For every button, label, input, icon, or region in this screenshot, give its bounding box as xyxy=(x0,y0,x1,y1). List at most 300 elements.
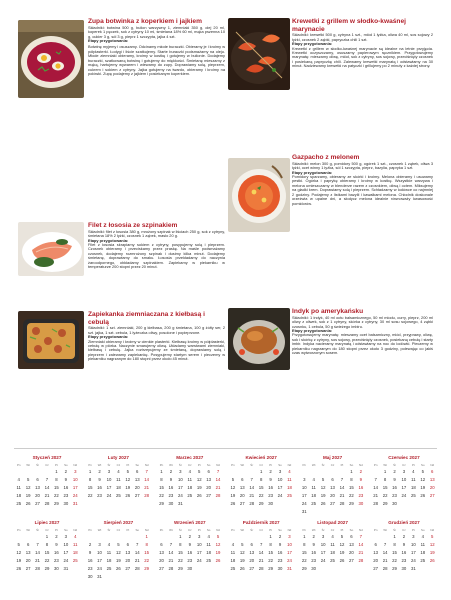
weekday-label: Śr xyxy=(321,463,325,467)
day-number: 13 xyxy=(206,477,212,482)
day-number: 25 xyxy=(72,558,78,563)
day-number: 23 xyxy=(97,493,102,498)
month-name: Styczeń 2027 xyxy=(32,455,62,460)
weekday-label: Pt xyxy=(55,463,58,467)
empty-cell xyxy=(228,469,237,474)
weekday-header xyxy=(228,463,294,467)
weekday-label: Pn xyxy=(231,528,235,532)
day-number: 31 xyxy=(97,574,102,579)
day-number: 19 xyxy=(429,550,435,555)
day-number: 17 xyxy=(277,485,283,490)
day-number: 7 xyxy=(359,534,363,539)
weekday-header xyxy=(300,528,366,532)
day-number: 1 xyxy=(393,534,396,539)
weekday-label: Śr xyxy=(321,528,325,532)
day-grid xyxy=(300,469,366,514)
day-number: 27 xyxy=(330,501,335,506)
day-number: 8 xyxy=(160,477,163,482)
day-number: 25 xyxy=(230,566,236,571)
recipe-ingredients: Składniki: 1 indyk, 40 ml octu balsamicznego, 50 ml miodu, curry, pieprz, 200 ml oliwy z oliwek, sok z 1 cytryny, skórka z cytryny, 30 ml sosu sojowego, 4 ząbki czosnku, 1 cebula, 50 g świeżego imbiru. xyxy=(292,314,433,329)
day-number: 4 xyxy=(107,542,111,547)
day-number: 28 xyxy=(373,501,379,506)
photo-casserole xyxy=(18,311,84,369)
recipe-steps-label: Etapy przygotowania: xyxy=(292,327,333,333)
day-number: 22 xyxy=(349,493,354,498)
weekday-label: Wt xyxy=(97,528,102,532)
day-number: 14 xyxy=(373,485,379,490)
day-number: 29 xyxy=(268,566,273,571)
weekday-label: Pn xyxy=(159,528,164,532)
day-number: 4 xyxy=(331,534,334,539)
day-number: 23 xyxy=(63,493,69,498)
day-number: 16 xyxy=(168,485,174,490)
weekday-label: Pn xyxy=(231,463,235,467)
weekday-header xyxy=(14,528,80,532)
day-number: 30 xyxy=(54,566,59,571)
day-number: 21 xyxy=(215,485,221,490)
day-number: 8 xyxy=(350,477,353,482)
day-number: 18 xyxy=(16,493,22,498)
empty-cell xyxy=(328,469,337,474)
day-number: 25 xyxy=(206,558,212,563)
weekday-label: Pt xyxy=(269,463,272,467)
day-number: 20 xyxy=(239,493,245,498)
day-number: 7 xyxy=(36,542,39,547)
day-number: 15 xyxy=(44,550,50,555)
month-name: Październik 2027 xyxy=(242,520,280,525)
recipe-ingredients: Składniki: melon 300 g, pomidory 500 g, ogórek 1 szt., czosnek 1 ząbek, oliwa 3 łyżki, ocet winny 1 łyżka, sól 1 szczypta, pieprz, bazylia, papryka 1 szt. xyxy=(292,160,433,171)
day-number: 23 xyxy=(87,566,93,571)
weekday-label: Pn xyxy=(302,528,307,532)
right-column xyxy=(228,18,433,422)
day-number: 8 xyxy=(303,542,306,547)
photo-soup xyxy=(18,20,84,98)
photo-turkey xyxy=(228,308,290,370)
day-number: 20 xyxy=(349,550,354,555)
day-grid xyxy=(228,469,294,506)
day-grid xyxy=(85,469,151,498)
day-number: 5 xyxy=(117,542,120,547)
day-number: 29 xyxy=(382,501,388,506)
weekday-label: Śr xyxy=(393,463,396,467)
day-number: 4 xyxy=(312,477,315,482)
day-number: 2 xyxy=(188,534,191,539)
day-number: 29 xyxy=(159,501,164,506)
month-name: Maj 2027 xyxy=(322,455,343,460)
day-number: 5 xyxy=(17,542,20,547)
day-number: 1 xyxy=(160,469,163,474)
empty-cell xyxy=(238,534,247,539)
empty-cell xyxy=(318,469,327,474)
weekday-label: So xyxy=(349,463,354,467)
recipe-indyk xyxy=(228,308,433,418)
day-number: 12 xyxy=(320,485,326,490)
day-number: 19 xyxy=(196,485,202,490)
day-number: 16 xyxy=(392,485,397,490)
empty-cell xyxy=(247,534,256,539)
day-number: 12 xyxy=(215,542,221,547)
day-number: 3 xyxy=(402,469,406,474)
day-number: 24 xyxy=(320,558,326,563)
day-number: 7 xyxy=(259,542,263,547)
day-number: 15 xyxy=(258,485,264,490)
day-number: 17 xyxy=(287,550,292,555)
weekday-label: So xyxy=(278,463,282,467)
empty-cell xyxy=(238,469,247,474)
day-number: 26 xyxy=(429,558,435,563)
day-number: 21 xyxy=(358,550,364,555)
day-number: 24 xyxy=(277,493,283,498)
day-number: 2 xyxy=(169,469,173,474)
day-number: 9 xyxy=(359,477,363,482)
day-number: 28 xyxy=(339,501,345,506)
weekday-label: Cz xyxy=(402,463,406,467)
day-number: 5 xyxy=(26,477,30,482)
day-number: 1 xyxy=(55,469,58,474)
weekday-label: Cz xyxy=(402,528,406,532)
day-number: 29 xyxy=(392,566,397,571)
photo-gazpacho xyxy=(228,158,290,232)
day-number: 21 xyxy=(373,493,379,498)
day-number: 29 xyxy=(258,501,264,506)
day-number: 5 xyxy=(431,534,434,539)
recipe-title: Gazpacho z melonem xyxy=(292,154,360,161)
empty-cell xyxy=(133,534,142,539)
weekday-label: Pt xyxy=(126,463,130,467)
day-number: 31 xyxy=(410,566,416,571)
weekday-label: Wt xyxy=(169,463,173,467)
weekday-label: Cz xyxy=(259,528,263,532)
day-number: 10 xyxy=(106,477,112,482)
day-number: 20 xyxy=(35,493,40,498)
weekday-label: Śr xyxy=(36,528,39,532)
day-number: 25 xyxy=(106,566,112,571)
weekday-label: Nd xyxy=(144,463,149,467)
day-number: 26 xyxy=(115,566,121,571)
day-number: 28 xyxy=(382,566,388,571)
weekday-label: Pt xyxy=(197,463,201,467)
day-number: 30 xyxy=(268,501,273,506)
day-number: 3 xyxy=(303,477,306,482)
day-number: 16 xyxy=(54,550,59,555)
photo-salmon xyxy=(18,222,84,276)
day-number: 11 xyxy=(330,542,335,547)
recipe-ingredients: Składniki: botwina 500 g, bulion warzywny 1, ziemniaki 350 g, olej 20 ml, koperek 1 pęczek, sok z cytryny 10 ml, śmietana 18% 60 ml, mąka pszenna 10 g, cukier 3 g, sól 3 g, pieprz 1 szczypta, jajka 4 szt. xyxy=(88,24,225,39)
day-number: 16 xyxy=(187,550,193,555)
empty-cell xyxy=(337,469,346,474)
day-number: 9 xyxy=(64,477,68,482)
day-number: 20 xyxy=(25,558,31,563)
day-number: 8 xyxy=(145,542,148,547)
calendar-month xyxy=(371,520,437,579)
empty-cell xyxy=(42,469,51,474)
day-number: 21 xyxy=(134,558,140,563)
weekday-header xyxy=(300,463,366,467)
day-number: 19 xyxy=(339,550,345,555)
day-number: 8 xyxy=(269,542,272,547)
day-number: 12 xyxy=(429,542,435,547)
day-number: 15 xyxy=(177,550,183,555)
day-number: 1 xyxy=(269,534,272,539)
day-number: 27 xyxy=(35,501,40,506)
weekday-header xyxy=(157,528,223,532)
day-number: 8 xyxy=(45,542,49,547)
day-number: 20 xyxy=(125,558,131,563)
day-number: 28 xyxy=(168,566,174,571)
calendar-month xyxy=(228,520,294,579)
calendar-month xyxy=(157,520,223,579)
day-number: 8 xyxy=(259,477,263,482)
day-number: 29 xyxy=(144,566,150,571)
day-number: 17 xyxy=(320,550,326,555)
day-number: 22 xyxy=(144,558,150,563)
weekday-label: Śr xyxy=(393,528,396,532)
weekday-label: Pn xyxy=(373,528,378,532)
day-number: 23 xyxy=(277,558,283,563)
weekday-label: Śr xyxy=(178,528,182,532)
day-number: 10 xyxy=(97,550,102,555)
day-number: 16 xyxy=(87,558,93,563)
day-number: 21 xyxy=(258,558,264,563)
day-number: 8 xyxy=(393,542,396,547)
day-number: 4 xyxy=(188,469,191,474)
day-number: 2 xyxy=(98,469,101,474)
recipe-steps-label: Etapy przygotowania: xyxy=(292,41,333,47)
day-number: 13 xyxy=(159,550,164,555)
day-number: 16 xyxy=(358,485,364,490)
calendar-month xyxy=(371,455,437,514)
day-number: 6 xyxy=(241,477,244,482)
day-number: 1 xyxy=(350,469,353,474)
day-number: 22 xyxy=(382,493,388,498)
weekday-label: Nd xyxy=(73,463,78,467)
weekday-label: Cz xyxy=(45,528,49,532)
day-number: 23 xyxy=(54,558,59,563)
weekday-label: Wt xyxy=(311,528,316,532)
day-number: 5 xyxy=(321,477,325,482)
day-number: 31 xyxy=(72,501,78,506)
day-number: 29 xyxy=(177,566,183,571)
day-number: 22 xyxy=(258,493,264,498)
day-number: 25 xyxy=(330,558,335,563)
day-number: 4 xyxy=(117,469,120,474)
weekday-label: So xyxy=(135,463,140,467)
month-name: Listopad 2027 xyxy=(317,520,348,525)
day-number: 21 xyxy=(35,558,40,563)
weekday-label: Wt xyxy=(240,463,245,467)
day-number: 24 xyxy=(301,501,307,506)
day-number: 19 xyxy=(239,558,245,563)
day-number: 12 xyxy=(25,485,31,490)
weekday-header xyxy=(85,463,151,467)
weekday-label: Śr xyxy=(250,463,254,467)
day-number: 17 xyxy=(97,558,102,563)
day-number: 27 xyxy=(159,566,164,571)
day-number: 24 xyxy=(177,493,183,498)
day-number: 12 xyxy=(420,477,426,482)
day-number: 9 xyxy=(393,477,396,482)
day-number: 15 xyxy=(54,485,59,490)
day-number: 13 xyxy=(25,550,31,555)
day-number: 16 xyxy=(311,550,317,555)
weekday-label: Cz xyxy=(116,463,121,467)
day-number: 14 xyxy=(44,485,50,490)
weekday-label: Pt xyxy=(412,463,415,467)
day-number: 31 xyxy=(301,509,307,514)
day-number: 22 xyxy=(54,493,59,498)
day-number: 25 xyxy=(311,501,317,506)
day-number: 7 xyxy=(250,477,253,482)
day-number: 11 xyxy=(16,485,21,490)
day-number: 9 xyxy=(278,542,282,547)
day-number: 3 xyxy=(412,534,415,539)
day-number: 8 xyxy=(179,542,182,547)
weekday-label: Wt xyxy=(26,528,30,532)
empty-cell xyxy=(300,469,309,474)
month-name: Marzec 2027 xyxy=(176,455,204,460)
empty-cell xyxy=(247,469,256,474)
day-number: 9 xyxy=(169,477,173,482)
day-number: 2 xyxy=(402,534,406,539)
weekday-label: Śr xyxy=(107,528,111,532)
weekday-header xyxy=(228,528,294,532)
day-number: 30 xyxy=(87,574,93,579)
day-number: 10 xyxy=(63,542,69,547)
day-number: 9 xyxy=(98,477,101,482)
day-number: 16 xyxy=(277,550,283,555)
day-number: 26 xyxy=(196,493,202,498)
day-number: 2 xyxy=(64,469,68,474)
day-number: 11 xyxy=(206,542,211,547)
day-number: 11 xyxy=(420,542,426,547)
day-number: 25 xyxy=(287,493,292,498)
day-number: 22 xyxy=(177,558,183,563)
day-number: 18 xyxy=(287,485,292,490)
weekday-label: Wt xyxy=(383,528,387,532)
recipe-botwinka xyxy=(20,18,225,218)
weekday-label: Nd xyxy=(216,528,220,532)
day-number: 18 xyxy=(311,493,317,498)
weekday-label: Pt xyxy=(126,528,130,532)
day-number: 3 xyxy=(74,469,77,474)
day-number: 4 xyxy=(421,534,424,539)
month-name: Kwiecień 2027 xyxy=(245,455,277,460)
calendar-month xyxy=(85,455,151,514)
weekday-label: Wt xyxy=(169,528,173,532)
day-number: 14 xyxy=(258,550,264,555)
day-number: 23 xyxy=(187,558,193,563)
weekday-label: Nd xyxy=(430,528,435,532)
day-number: 26 xyxy=(339,558,345,563)
day-number: 2 xyxy=(269,469,272,474)
day-number: 5 xyxy=(126,469,129,474)
empty-cell xyxy=(371,534,380,539)
day-number: 1 xyxy=(383,469,387,474)
day-number: 23 xyxy=(392,493,397,498)
recipe-losos xyxy=(20,222,225,307)
recipe-title: Filet z łososia ze szpinakiem xyxy=(88,222,178,229)
day-number: 23 xyxy=(358,493,364,498)
day-number: 24 xyxy=(287,558,292,563)
day-number: 19 xyxy=(320,493,326,498)
empty-cell xyxy=(14,469,23,474)
recipe-steps: Krewetki z grillem w słodko-kwaśnej marynacie są idealne na letnie przyjęcia. Krewetki oczyszczamy, osuszamy papierowym ręcznikiem. Przygotowujemy marynatę: mieszamy oliwę, miód, sok z cytryny, sos sojowy, przeciśnięty czosnek i posiekaną papryczkę chili. Zalewamy krewetki marynatą i odstawiamy na 30 minut. Nadziewamy krewetki na patyczki i grillujemy po 2 minuty z każdej strony. xyxy=(292,45,433,69)
empty-cell xyxy=(95,534,104,539)
day-number: 12 xyxy=(239,550,245,555)
day-number: 30 xyxy=(168,501,174,506)
recipe-steps-label: Etapy przygotowania: xyxy=(292,169,333,175)
day-number: 16 xyxy=(401,550,407,555)
day-number: 2 xyxy=(393,469,396,474)
weekday-label: Pn xyxy=(373,463,378,467)
day-number: 10 xyxy=(320,542,326,547)
day-number: 13 xyxy=(35,485,40,490)
day-number: 19 xyxy=(25,493,31,498)
recipe-steps-label: Etapy przygotowania: xyxy=(88,237,129,243)
month-name: Wrzesień 2027 xyxy=(173,520,206,525)
day-number: 21 xyxy=(168,558,174,563)
weekday-header xyxy=(14,463,80,467)
day-number: 27 xyxy=(125,566,131,571)
day-number: 25 xyxy=(115,493,121,498)
day-number: 3 xyxy=(98,542,101,547)
day-number: 14 xyxy=(134,550,140,555)
day-number: 7 xyxy=(169,542,173,547)
weekday-label: So xyxy=(64,463,68,467)
day-number: 26 xyxy=(230,501,236,506)
recipe-krewetki xyxy=(228,18,433,150)
day-number: 11 xyxy=(106,550,112,555)
empty-cell xyxy=(228,534,237,539)
day-number: 18 xyxy=(206,550,212,555)
day-number: 5 xyxy=(198,469,201,474)
month-name: Sierpień 2027 xyxy=(103,520,134,525)
weekday-label: Nd xyxy=(144,528,149,532)
day-number: 27 xyxy=(249,566,255,571)
day-number: 9 xyxy=(55,542,58,547)
day-number: 2 xyxy=(55,534,58,539)
calendar-month xyxy=(300,455,366,514)
day-number: 21 xyxy=(339,493,345,498)
day-number: 4 xyxy=(288,469,291,474)
weekday-label: Pt xyxy=(340,528,344,532)
day-number: 14 xyxy=(358,542,364,547)
weekday-label: Pn xyxy=(159,463,164,467)
day-number: 17 xyxy=(410,550,416,555)
day-number: 11 xyxy=(116,477,121,482)
day-number: 11 xyxy=(411,477,416,482)
recipe-ingredients: Składniki: 1 szt. ziemniaki, 200 g kiełbasa, 200 g śmietana, 100 g żółty ser, 2 szt. jajka, 1 szt. cebula, 1 łyżeczka oliwy, posolone i popieprzone. xyxy=(88,325,225,335)
day-number: 13 xyxy=(125,550,131,555)
day-number: 4 xyxy=(207,534,210,539)
day-number: 31 xyxy=(287,566,292,571)
day-number: 15 xyxy=(268,550,273,555)
day-number: 10 xyxy=(72,477,78,482)
day-number: 28 xyxy=(258,566,264,571)
weekday-label: Wt xyxy=(240,528,245,532)
day-number: 23 xyxy=(311,558,317,563)
weekday-label: So xyxy=(349,528,354,532)
weekday-label: Pt xyxy=(197,528,201,532)
calendar-row xyxy=(14,455,437,514)
day-number: 3 xyxy=(64,534,68,539)
day-number: 6 xyxy=(431,469,434,474)
recipe-steps: Filet z łososia skrapiamy sokiem z cytryny, posypujemy solą i pieprzem. Czosnek obieramy i przeciskamy przez praskę. Na maśle podsmażamy czosnek, dodajemy rozmrożony szpinak i dusimy kilka minut. Dodajemy śmietanę, doprawiamy do smaku. Łososia przekładamy do naczynia żaroodpornego, obkładamy szpinakiem. Zapiekamy w piekarniku w temperaturze 200 stopni przez 20 minut. xyxy=(88,241,225,270)
day-number: 11 xyxy=(287,477,292,482)
day-number: 27 xyxy=(206,493,212,498)
recipe-steps: Ziemniaki obieramy i kroimy w cienkie plasterki. Kiełbasę kroimy w półplasterki, cebulę w piórka. Naczynie smarujemy oliwą. Układamy warstwami ziemniaki, kiełbasę i cebulę. Jajka roztrzepujemy ze śmietaną, doprawiamy solą i pieprzem i zalewamy zapiekankę. Posypujemy startym serem i pieczemy w piekarniku nagrzanym do 180 stopni przez około 45 minut. xyxy=(88,338,225,362)
day-grid xyxy=(300,534,366,571)
